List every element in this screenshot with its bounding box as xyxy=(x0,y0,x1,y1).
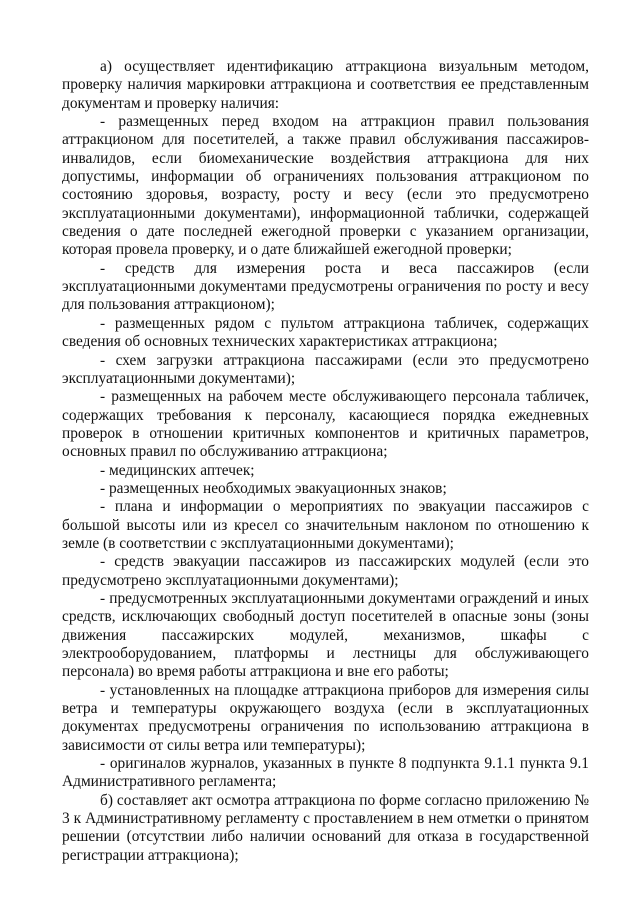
paragraph-first-aid: - медицинских аптечек; xyxy=(100,461,255,479)
paragraph-log-originals: - оригиналов журналов, указанных в пункте 8 подпункта 9.1.1 пункта 9.1 Административного регламента; xyxy=(62,755,589,791)
paragraph-loading-schemes: - схем загрузки аттракциона пассажирами (если это предусмотрено эксплуатационными документами); xyxy=(62,351,589,387)
paragraph-fencing: - предусмотренных эксплуатационными документами ограждений и иных средств, исключающих свободный доступ посетителей в опасные зоны (зоны движения пассажирских модулей, механизмов, шкафы с электрооборудованием, платформы и лестницы для обслуживающего персонала) во время работы аттракциона и вне его работы; xyxy=(62,589,589,681)
paragraph-evacuation-signs: - размещенных необходимых эвакуационных знаков; xyxy=(100,479,447,497)
paragraph-rules-entrance: - размещенных перед входом на аттракцион правил пользования аттракционом для посетителей, а также правил обслуживания пассажиров-инвалидов, если биомеханические воздействия аттракциона для них допустимы, информации об ограничениях пользования аттракционом по состоянию здоровья, возрасту, росту и весу (если это предусмотрено эксплуатационными документами), информационной таблички, содержащей сведения о дате последней ежегодной проверки с указанием организации, которая провела проверку, и о дате ближайшей ежегодной проверки; xyxy=(62,113,589,259)
paragraph-inspection-act: б) составляет акт осмотра аттракциона по форме согласно приложению № 3 к Административному регламенту с проставлением в нем отметки о принятом решении (отсутствии либо наличии оснований для отказа в государственной регистрации аттракциона); xyxy=(62,791,589,864)
paragraph-staff-plates: - размещенных на рабочем месте обслуживающего персонала табличек, содержащих требования к персоналу, касающиеся порядка ежедневных проверок в отношении критичных компонентов и критичных параметров, основных правил по обслуживанию аттракциона; xyxy=(62,388,589,461)
paragraph-evacuation-plan: - плана и информации о мероприятиях по эвакуации пассажиров с большой высоты или из кресел со значительным наклоном по отношению к земле (в соответствии с эксплуатационными документами); xyxy=(62,498,589,552)
paragraph-identification: а) осуществляет идентификацию аттракциона визуальным методом, проверку наличия маркировки аттракциона и соответствия ее представленным документам и проверку наличия: xyxy=(62,58,589,112)
paragraph-height-weight: - средств для измерения роста и веса пассажиров (если эксплуатационными документами предусмотрены ограничения по росту и весу для пользования аттракционом); xyxy=(62,259,589,314)
document-page xyxy=(62,58,589,865)
paragraph-wind-temperature: - установленных на площадке аттракциона приборов для измерения силы ветра и температуры окружающего воздуха (если в эксплуатационных документах предусмотрены ограничения по использованию аттракциона в зависимости от силы ветра или температуры); xyxy=(62,681,589,754)
paragraph-control-panel-plates: - размещенных рядом с пультом аттракциона табличек, содержащих сведения об основных технических характеристиках аттракциона; xyxy=(62,314,589,351)
paragraph-evacuation-means: - средств эвакуации пассажиров из пассажирских модулей (если это предусмотрено эксплуатационными документами); xyxy=(62,553,589,589)
